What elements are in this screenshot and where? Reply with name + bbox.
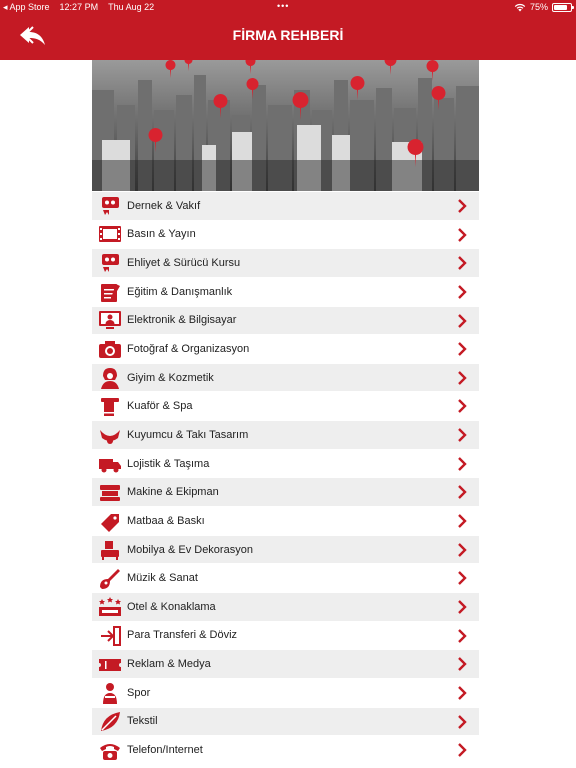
chevron-right-icon xyxy=(457,543,467,557)
category-label: Otel & Konaklama xyxy=(127,600,216,613)
battery-percent: 75% xyxy=(529,2,548,12)
machine-icon xyxy=(98,481,122,503)
category-row[interactable] xyxy=(92,392,479,421)
back-to-app-store-link[interactable]: ◂ App Store xyxy=(3,2,50,12)
furniture-icon xyxy=(98,539,122,561)
category-row[interactable] xyxy=(92,536,479,565)
category-row[interactable] xyxy=(92,478,479,507)
category-label: Telefon/Internet xyxy=(127,743,203,756)
city-skyline-illustration xyxy=(92,60,479,191)
category-row[interactable] xyxy=(92,249,479,278)
battery-icon xyxy=(552,3,572,12)
athlete-icon xyxy=(98,682,122,704)
chevron-right-icon xyxy=(457,285,467,299)
header-bar xyxy=(0,14,576,60)
chevron-right-icon xyxy=(457,657,467,671)
category-label: Eğitim & Danışmanlık xyxy=(127,285,233,298)
category-row[interactable] xyxy=(92,564,479,593)
category-row[interactable] xyxy=(92,622,479,651)
category-list xyxy=(92,192,479,765)
telephone-icon xyxy=(98,739,122,761)
category-label: Basın & Yayın xyxy=(127,228,196,241)
chevron-right-icon xyxy=(457,342,467,356)
chevron-right-icon xyxy=(457,256,467,270)
category-label: Ehliyet & Sürücü Kursu xyxy=(127,257,241,270)
category-row[interactable] xyxy=(92,364,479,393)
notepad-icon xyxy=(98,281,122,303)
tag-icon xyxy=(98,510,122,532)
category-row[interactable] xyxy=(92,708,479,737)
page-title: FİRMA REHBERİ xyxy=(232,27,344,43)
category-label: Reklam & Medya xyxy=(127,658,211,671)
category-row[interactable] xyxy=(92,450,479,479)
truck-icon xyxy=(98,453,122,475)
guitar-icon xyxy=(98,567,122,589)
ticket-icon xyxy=(98,653,122,675)
chevron-right-icon xyxy=(457,743,467,757)
chevron-right-icon xyxy=(457,371,467,385)
category-label: Müzik & Sanat xyxy=(127,572,198,585)
chevron-right-icon xyxy=(457,199,467,213)
jewelry-icon xyxy=(98,424,122,446)
category-label: Lojistik & Taşıma xyxy=(127,457,210,470)
category-label: Spor xyxy=(127,686,151,699)
category-label: Dernek & Vakıf xyxy=(127,199,201,212)
badge-icon xyxy=(98,195,122,217)
category-label: Fotoğraf & Organizasyon xyxy=(127,343,250,356)
transfer-icon xyxy=(98,624,122,646)
hotel-icon xyxy=(98,596,122,618)
category-row[interactable] xyxy=(92,507,479,536)
monitor-icon xyxy=(98,309,122,331)
status-time: 12:27 PM xyxy=(59,2,99,12)
category-label: Giyim & Kozmetik xyxy=(127,371,214,384)
status-left xyxy=(3,2,154,13)
city-map-banner xyxy=(92,60,479,191)
category-row[interactable] xyxy=(92,650,479,679)
chevron-right-icon xyxy=(457,629,467,643)
category-row[interactable] xyxy=(92,192,479,221)
category-label: Elektronik & Bilgisayar xyxy=(127,314,237,327)
wifi-icon xyxy=(514,3,526,12)
category-row[interactable] xyxy=(92,679,479,708)
chevron-right-icon xyxy=(457,485,467,499)
chevron-right-icon xyxy=(457,428,467,442)
leaf-icon xyxy=(98,710,122,732)
chevron-right-icon xyxy=(457,514,467,528)
category-row[interactable] xyxy=(92,307,479,336)
chevron-right-icon xyxy=(457,228,467,242)
category-label: Matbaa & Baskı xyxy=(127,514,205,527)
category-label: Kuyumcu & Takı Tasarım xyxy=(127,428,249,441)
chevron-right-icon xyxy=(457,686,467,700)
category-row[interactable] xyxy=(92,335,479,364)
status-date: Thu Aug 22 xyxy=(108,2,155,12)
film-icon xyxy=(98,223,122,245)
status-right xyxy=(514,2,572,12)
towel-icon xyxy=(98,395,122,417)
chevron-right-icon xyxy=(457,399,467,413)
chevron-right-icon xyxy=(457,314,467,328)
category-row[interactable] xyxy=(92,278,479,307)
category-row[interactable] xyxy=(92,593,479,622)
chevron-right-icon xyxy=(457,600,467,614)
chevron-right-icon xyxy=(457,457,467,471)
category-label: Makine & Ekipman xyxy=(127,486,219,499)
category-row[interactable] xyxy=(92,736,479,765)
category-label: Tekstil xyxy=(127,715,158,728)
multitasking-dots[interactable]: ••• xyxy=(277,1,290,11)
chevron-right-icon xyxy=(457,571,467,585)
badge-icon xyxy=(98,252,122,274)
category-row[interactable] xyxy=(92,421,479,450)
status-bar xyxy=(0,0,576,14)
woman-icon xyxy=(98,367,122,389)
category-label: Para Transferi & Döviz xyxy=(127,629,238,642)
category-label: Kuaför & Spa xyxy=(127,400,193,413)
category-label: Mobilya & Ev Dekorasyon xyxy=(127,543,253,556)
camera-icon xyxy=(98,338,122,360)
category-row[interactable] xyxy=(92,221,479,250)
chevron-right-icon xyxy=(457,715,467,729)
